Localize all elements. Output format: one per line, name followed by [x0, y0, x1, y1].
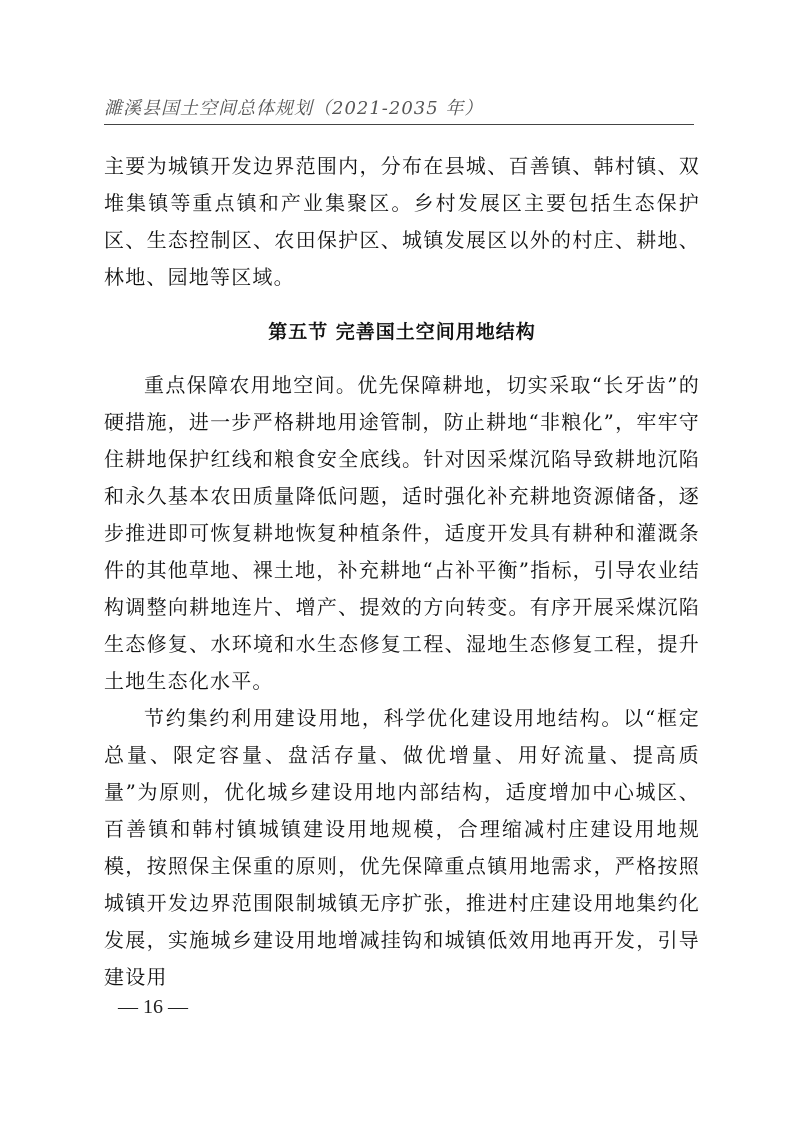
body-paragraph-1: 主要为城镇开发边界范围内，分布在县城、百善镇、韩村镇、双堆集镇等重点镇和产业集聚区。乡村发展区主要包括生态保护区、生态控制区、农田保护区、城镇发展区以外的村庄、耕地、林地、园地等区域。	[104, 154, 700, 289]
page-body	[104, 148, 700, 996]
header-divider	[104, 124, 694, 125]
running-header: 濉溪县国土空间总体规划（2021-2035 年）	[104, 98, 484, 119]
body-paragraph-2: 重点保障农用地空间。优先保障耕地，切实采取“长牙齿”的硬措施，进一步严格耕地用途管制，防止耕地“非粮化”，牢牢守住耕地保护红线和粮食安全底线。针对因采煤沉陷导致耕地沉陷和永久基本农田质量降低问题，适时强化补充耕地资源储备，逐步推进即可恢复耕地恢复种植条件，适度开发具有耕种和灌溉条件的其他草地、裸土地，补充耕地“占补平衡”指标，引导农业结构调整向耕地连片、增产、提效的方向转变。有序开展采煤沉陷生态修复、水环境和水生态修复工程、湿地生态修复工程，提升土地生态化水平。	[104, 373, 700, 693]
page-number: — 16 —	[118, 996, 188, 1018]
body-paragraph-3: 节约集约利用建设用地，科学优化建设用地结构。以“框定总量、限定容量、盘活存量、做优增量、用好流量、提高质量”为原则，优化城乡建设用地内部结构，适度增加中心城区、百善镇和韩村镇城镇建设用地规模，合理缩减村庄建设用地规模，按照保主保重的原则，优先保障重点镇用地需求，严格按照城镇开发边界范围限制城镇无序扩张，推进村庄建设用地集约化发展，实施城乡建设用地增减挂钩和城镇低效用地再开发，引导建设用	[104, 706, 700, 989]
section-heading: 第五节 完善国土空间用地结构	[268, 321, 536, 343]
